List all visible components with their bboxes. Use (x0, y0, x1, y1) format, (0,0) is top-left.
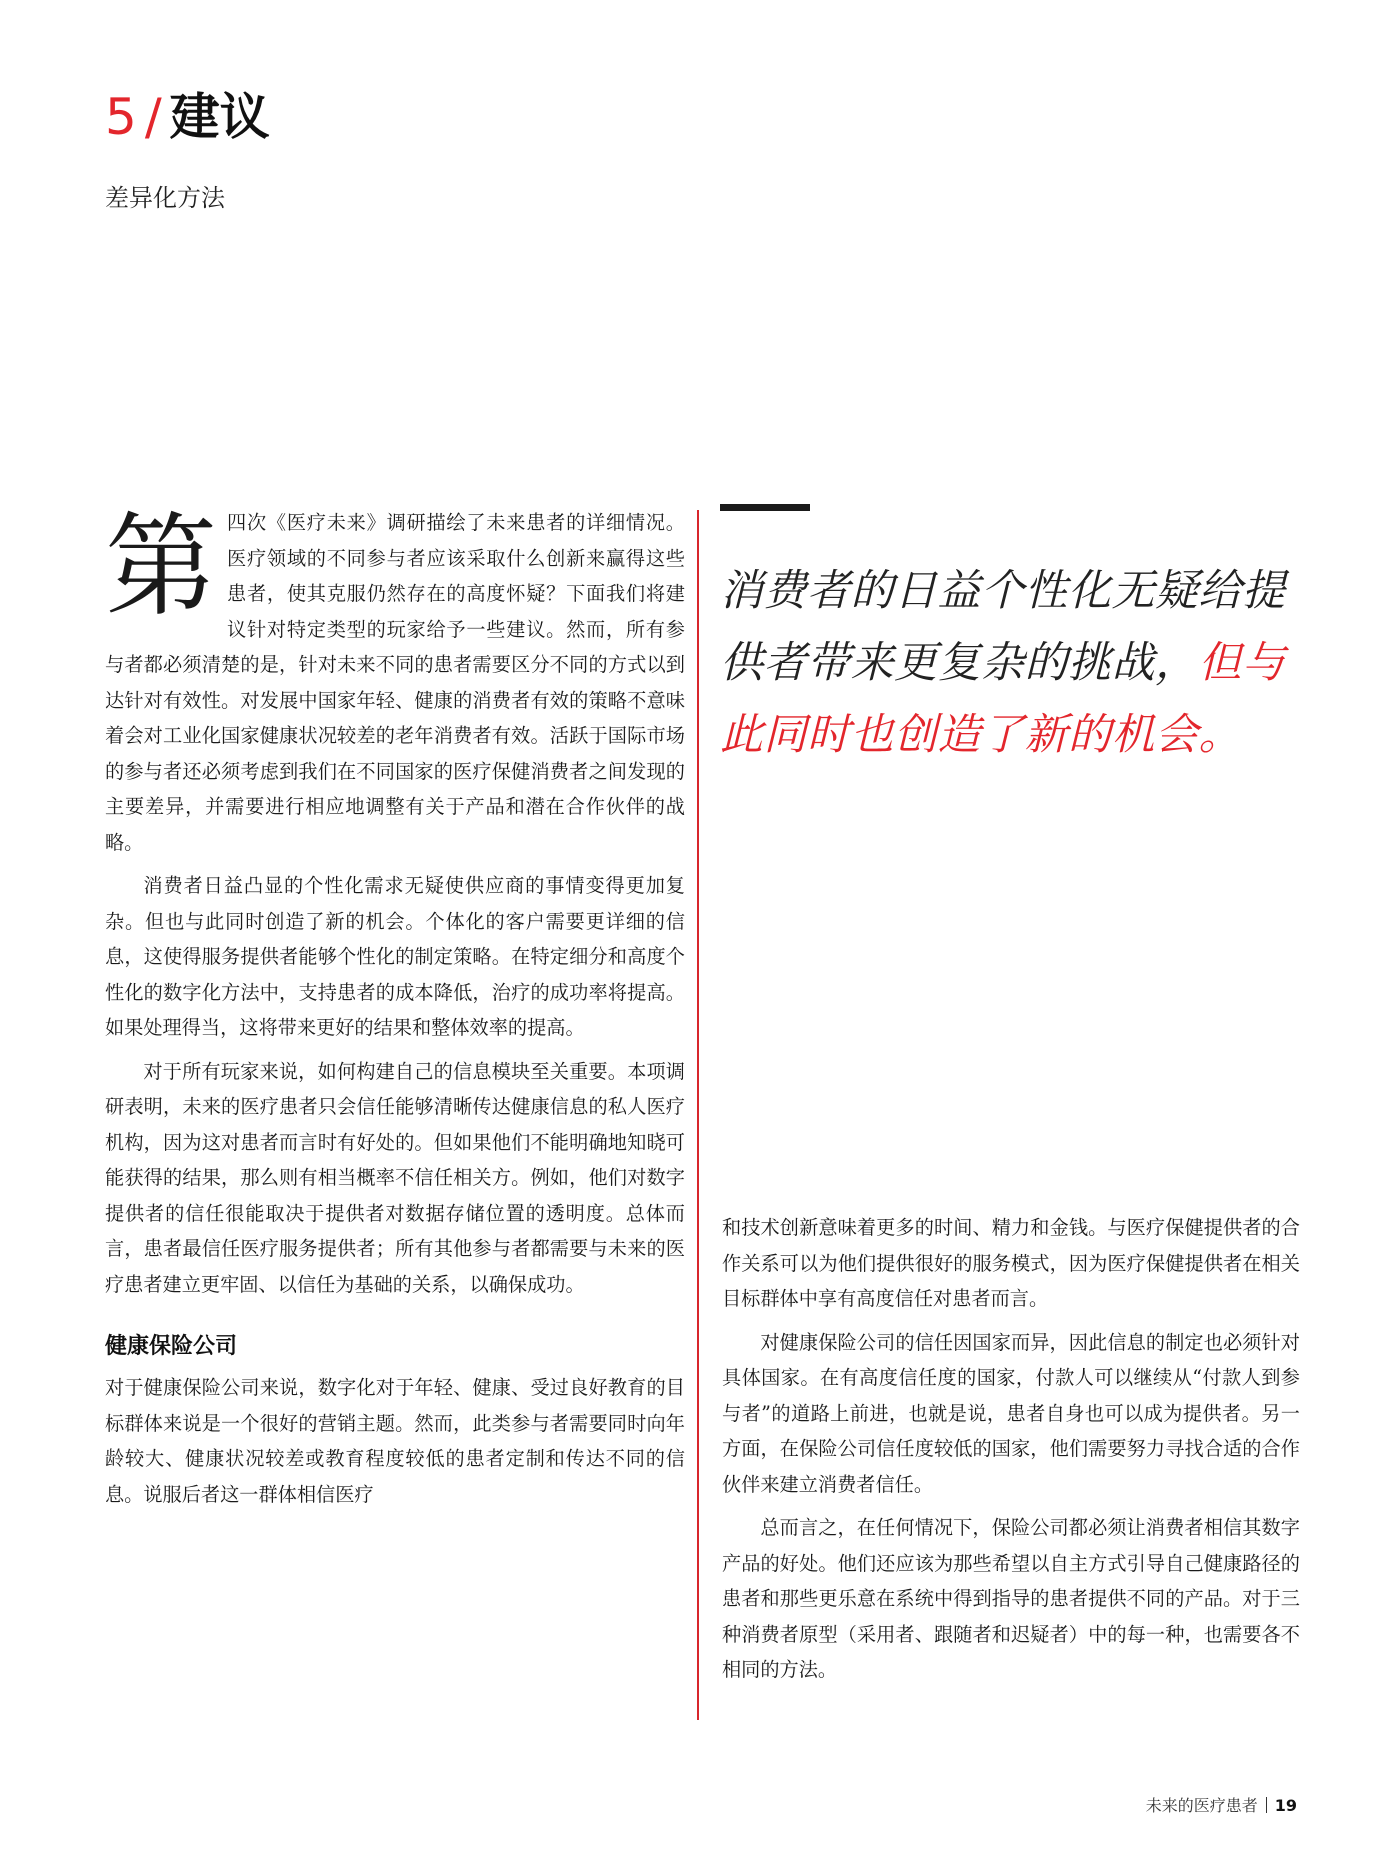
column-divider (697, 510, 699, 1720)
body-paragraph: 总而言之，在任何情况下，保险公司都必须让消费者相信其数字产品的好处。他们还应该为那些希望以自主方式引导自己健康路径的患者和那些更乐意在系统中得到指导的患者提供不同的产品。对于三种消费者原型（采用者、跟随者和迟疑者）中的每一种，也需要各不相同的方法。 (722, 1516, 1300, 1681)
intro-paragraph-text: 四次《医疗未来》调研描绘了未来患者的详细情况。医疗领域的不同参与者应该采取什么创新来赢得这些患者，使其克服仍然存在的高度怀疑？下面我们将建议针对特定类型的玩家给予一些建议。然而，所有参与者都必须清楚的是，针对未来不同的患者需要区分不同的方式以到达针对有效性。对发展中国家年轻、健康的消费者有效的策略不意味着会对工业化国家健康状况较差的老年消费者有效。活跃于国际市场的参与者还必须考虑到我们在不同国家的医疗保健消费者之间发现的主要差异，并需要进行相应地调整有关于产品和潜在合作伙伴的战略。 (105, 511, 685, 854)
intro-paragraph (105, 502, 685, 860)
body-paragraph: 和技术创新意味着更多的时间、精力和金钱。与医疗保健提供者的合作关系可以为他们提供很好的服务模式，因为医疗保健提供者在相关目标群体中享有高度信任对患者而言。 (722, 1216, 1300, 1310)
pull-quote-bar (720, 504, 810, 511)
pull-quote-text: 消费者的日益个性化无疑给提供者带来更复杂的挑战， (720, 566, 1286, 688)
pull-quote (720, 555, 1300, 771)
section-subtitle: 差异化方法 (105, 184, 225, 212)
section-heading (105, 88, 270, 146)
body-paragraph: 对健康保险公司的信任因国家而异，因此信息的制定也必须针对具体国家。在有高度信任度的国家，付款人可以继续从“付款人到参与者”的道路上前进，也就是说，患者自身也可以成为提供者。另一方面，在保险公司信任度较低的国家，他们需要努力寻找合适的合作伙伴来建立消费者信任。 (722, 1330, 1300, 1496)
page-footer (1146, 1793, 1297, 1816)
body-paragraph: 消费者日益凸显的个性化需求无疑使供应商的事情变得更加复杂。但也与此同时创造了新的机会。个体化的客户需要更详细的信息，这使得服务提供者能够个性化的制定策略。在特定细分和高度个性化的数字化方法中，支持患者的成本降低，治疗的成功率将提高。如果处理得当，这将带来更好的结果和整体效率的提高。 (105, 874, 685, 1039)
section-title: 建议 (169, 88, 270, 146)
subheading-health-insurers: 健康保险公司 (105, 1334, 238, 1359)
left-column (105, 502, 685, 1520)
right-column (722, 1210, 1300, 1696)
section-separator: / (144, 88, 162, 146)
dropcap: 第 (105, 502, 217, 632)
body-paragraph: 对于所有玩家来说，如何构建自己的信息模块至关重要。本项调研表明，未来的医疗患者只会信任能够清晰传达健康信息的私人医疗机构，因为这对患者而言时有好处的。但如果他们不能明确地知晓可能获得的结果，那么则有相当概率不信任相关方。例如，他们对数字提供者的信任很能取决于提供者对数据存储位置的透明度。总体而言，患者最信任医疗服务提供者；所有其他参与者都需要与未来的医疗患者建立更牢固、以信任为基础的关系，以确保成功。 (105, 1059, 685, 1296)
footer-title: 未来的医疗患者 (1145, 1796, 1258, 1815)
body-paragraph: 对于健康保险公司来说，数字化对于年轻、健康、受过良好教育的目标群体来说是一个很好的营销主题。然而，此类参与者需要同时向年龄较大、健康状况较差或教育程度较低的患者定制和传达不同的信息。说服后者这一群体相信医疗 (105, 1376, 685, 1506)
page-number: 19 (1274, 1796, 1297, 1815)
footer-separator (1266, 1797, 1267, 1813)
section-number: 5 (105, 88, 137, 146)
pull-quote-highlight: 但与此同时也创造了新的机会。 (720, 638, 1286, 760)
